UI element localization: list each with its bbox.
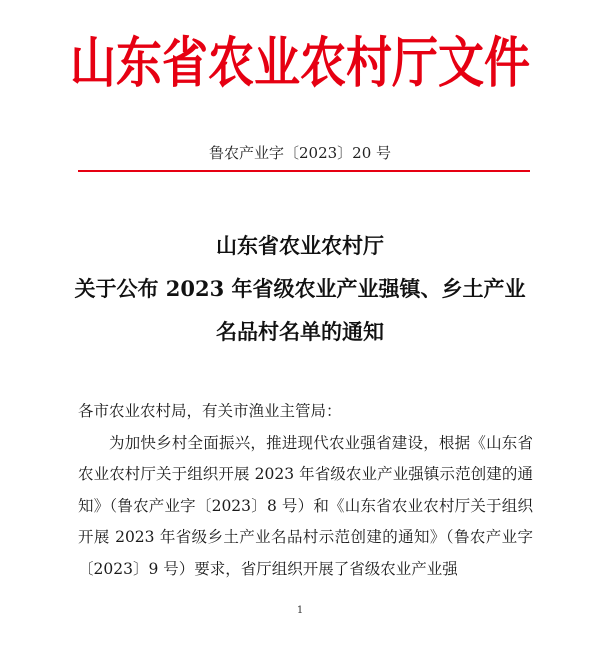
document-body [78,396,533,585]
document-number: 鲁农产业字〔2023〕20 号 [208,144,392,162]
document-header-title: 山东省农业农村厅文件 [70,30,530,95]
red-divider-line [78,170,530,172]
salutation: 各市农业农村局，有关市渔业主管局： [78,402,342,420]
notice-title-line-2: 关于公布 2023 年省级农业产业强镇、乡土产业 [74,276,526,301]
notice-title-line-1: 山东省农业农村厅 [216,233,384,258]
body-paragraph: 为加快乡村全面振兴，推进现代农业强省建设，根据《山东省农业农村厅关于组织开展 2023 年省级农业产业强镇示范创建的通知》（鲁农产业字〔2023〕8 号）和《山东省农业农村厅关于组织开展 2023 年省级乡土产业名品村示范创建的通知》（鲁农产业字〔2023〕9 号）要求，省厅组织开展了省级农业产业强 [78,433,533,578]
notice-title [0,224,600,353]
page-number: 1 [296,605,304,616]
notice-title-line-3: 名品村名单的通知 [216,319,384,344]
